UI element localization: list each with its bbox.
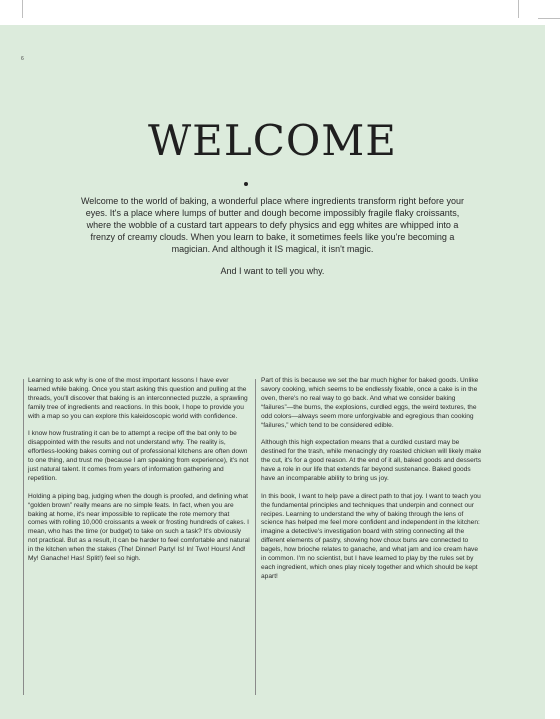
intro-paragraph: Welcome to the world of baking, a wonderful place where ingredients transform right before your eyes. It's a place where lumps of butter and dough become impossibly fragile flaky croissants, where the wobble of a custard tart appears to defy physics and egg whites are whipped into a frenzy of creamy clouds. When you learn to bake, it sometimes feels like you're becoming a magician. And although it IS magical, it isn't magic.	[80, 196, 465, 255]
left-column-rule	[23, 379, 24, 695]
crop-mark-top-right-horizontal	[538, 18, 560, 19]
left-column	[28, 377, 250, 573]
page-title: WELCOME	[148, 116, 397, 165]
crop-mark-top-right-vertical	[518, 0, 519, 18]
intro-paragraph: And I want to tell you why.	[220, 266, 325, 277]
body-paragraph: I know how frustrating it can be to attempt a recipe off the bat only to be disappointed with the results and not understand why. The reality is, effortless-looking bakes coming out of professional kitchens are often down to one thing, and trust me (because I am speaking from experience), it's not just natural talent. It comes from years of information gathering and repetition.	[28, 430, 249, 482]
body-paragraph: Part of this is because we set the bar much higher for baked goods. Unlike savory cooking, which seems to be endlessly fixable, once a cake is in the oven, there's no real way to go back. And what we consider baking “failures”—the burns, the explosions, curdled eggs, the weird textures, the odd colors—always seem more unforgivable and egregious than cooking “failures,” which tend to be considered edible.	[261, 377, 479, 429]
body-paragraph: In this book, I want to help pave a direct path to that joy. I want to teach you the fundamental principles and techniques that underpin and connect our recipes. Learning to understand the why of baking through the lens of science has helped me feel more confident and independent in the kitchen: imagine a detective's investigation board with string connecting all the different elements of pastry, showing how choux buns are connected to bagels, how brioche relates to ganache, and what jam and ice cream have in common. I'm no scientist, but I have learned to play by the rules set by each ingredient, which ones play nicely together and which should be kept apart!	[261, 492, 481, 580]
body-paragraph: Learning to ask why is one of the most important lessons I have ever learned while baking. Once you start asking this question and pulling at the threads, you'll discover that baking is an interconnected puzzle, a sprawling family tree of ingredients and reactions. In this book, I hope to provide you with a map so you can explore this kaleidoscopic world with confidence.	[28, 377, 248, 420]
intro-text	[80, 195, 465, 278]
crop-mark-top-left	[22, 0, 23, 18]
right-column	[261, 377, 483, 591]
body-paragraph: Holding a piping bag, judging when the dough is proofed, and defining what “golden brown” really means are no simple feats. In fact, when you are baking at home, it's near impossible to replicate the rote memory that comes with rolling 10,000 croissants a week or frosting hundreds of cakes. I mean, who has the time (or budget) to take on such a task? It's obviously not practical. But as a result, it can be harder to feel comfortable and natural in the kitchen when the stakes (The! Dinner! Party! Is! In! Two! Hours! And! My! Ganache! Has! Split!) feel so high.	[28, 492, 250, 563]
title-bullet-ornament	[244, 182, 248, 186]
page-number: 6	[21, 56, 24, 62]
book-page	[0, 25, 545, 719]
right-column-rule	[255, 379, 256, 695]
body-paragraph: Although this high expectation means that a curdled custard may be destined for the trash, while menacingly dry roasted chicken will likely make the cut, it's for a good reason. At the end of it all, baked goods and desserts have a role in our life that extends far beyond sustenance. Baked goods have an incomparable ability to bring us joy.	[261, 439, 482, 482]
